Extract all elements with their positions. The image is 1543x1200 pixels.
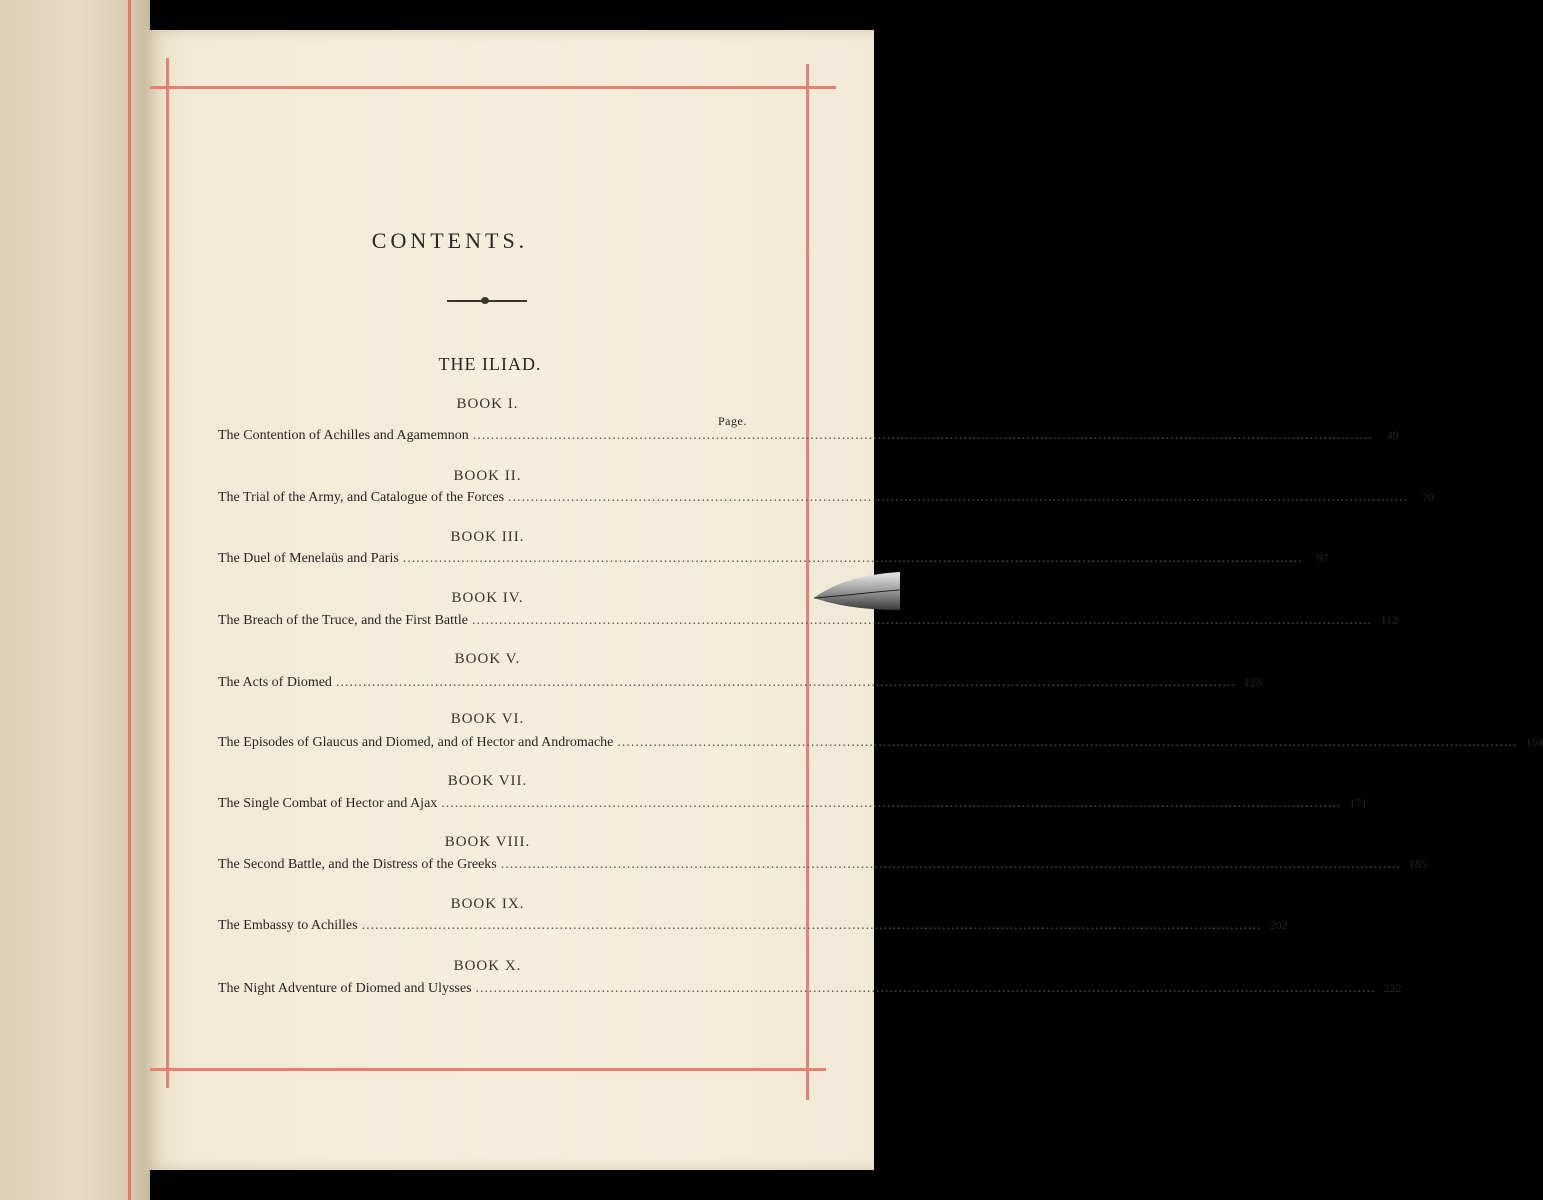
border-rule-right	[806, 64, 809, 1100]
toc-entry	[218, 490, 1435, 506]
border-rule-bottom	[150, 1068, 826, 1071]
toc-entry	[218, 918, 1288, 934]
toc-entry	[218, 428, 1399, 444]
book-heading: BOOK IX.	[450, 896, 525, 912]
book-heading: BOOK III.	[450, 529, 525, 545]
toc-entry	[218, 675, 1262, 691]
border-rule-left	[166, 58, 169, 1088]
contents-title: CONTENTS.	[371, 228, 529, 253]
toc-entry	[218, 857, 1427, 873]
page-column-header: Page.	[718, 414, 747, 428]
toc-entry	[218, 796, 1368, 812]
chapter-title: The Second Battle, and the Distress of the Greeks	[218, 857, 497, 872]
chapter-title: The Single Combat of Hector and Ajax	[218, 796, 438, 811]
book-heading: BOOK I.	[456, 396, 519, 412]
book-heading: BOOK VIII.	[444, 834, 531, 850]
leader-dots: ........................................................................................................................................................................................................	[472, 428, 1373, 443]
chapter-title: The Trial of the Army, and Catalogue of the Forces	[218, 490, 505, 505]
chapter-title: The Contention of Achilles and Agamemnon	[218, 428, 469, 443]
book-heading: BOOK VI.	[450, 711, 525, 727]
section-title: THE ILIAD.	[438, 354, 542, 374]
leader-dots: ........................................................................................................................................................................................................	[361, 918, 1262, 933]
page-number: 154	[1525, 735, 1543, 749]
leader-dots: ........................................................................................................................................................................................................	[472, 613, 1372, 628]
page-number: 70	[1422, 490, 1435, 504]
border-rule-top	[150, 86, 836, 89]
book-heading: BOOK V.	[454, 651, 521, 667]
leader-dots: ........................................................................................................................................................................................................	[441, 796, 1342, 811]
leader-dots: ........................................................................................................................................................................................................	[500, 857, 1401, 872]
leader-dots: ........................................................................................................................................................................................................	[335, 675, 1236, 690]
toc-entry	[218, 613, 1398, 629]
page-number: 128	[1243, 675, 1262, 689]
page-number: 171	[1349, 796, 1368, 810]
page-number: 49	[1386, 428, 1399, 442]
book-heading: BOOK VII.	[447, 773, 528, 789]
toc-entry	[218, 551, 1329, 567]
chapter-title: The Night Adventure of Diomed and Ulysses	[218, 981, 472, 996]
leader-dots: ........................................................................................................................................................................................................	[475, 981, 1376, 996]
chapter-title: The Acts of Diomed	[218, 675, 332, 690]
toc-entry	[218, 735, 1543, 751]
page-number: 97	[1316, 551, 1329, 565]
book-heading: BOOK X.	[453, 958, 522, 974]
chapter-title: The Embassy to Achilles	[218, 918, 358, 933]
chapter-title: The Duel of Menelaüs and Paris	[218, 551, 399, 566]
page-number: 222	[1383, 981, 1402, 995]
chapter-title: The Breach of the Truce, and the First Battle	[218, 613, 468, 628]
book-heading: BOOK IV.	[451, 590, 524, 606]
chapter-title: The Episodes of Glaucus and Diomed, and of Hector and Andromache	[218, 735, 614, 750]
leader-dots: ........................................................................................................................................................................................................	[402, 551, 1303, 566]
page-number: 112	[1380, 613, 1398, 627]
page-number: 202	[1269, 918, 1288, 932]
book-heading: BOOK II.	[453, 468, 522, 484]
pen-nib-icon	[812, 570, 900, 612]
ornament-dot	[481, 297, 489, 304]
leader-dots: ........................................................................................................................................................................................................	[617, 735, 1518, 750]
toc-entry	[218, 981, 1402, 997]
leader-dots: ........................................................................................................................................................................................................	[508, 490, 1409, 505]
page-number: 185	[1408, 857, 1427, 871]
